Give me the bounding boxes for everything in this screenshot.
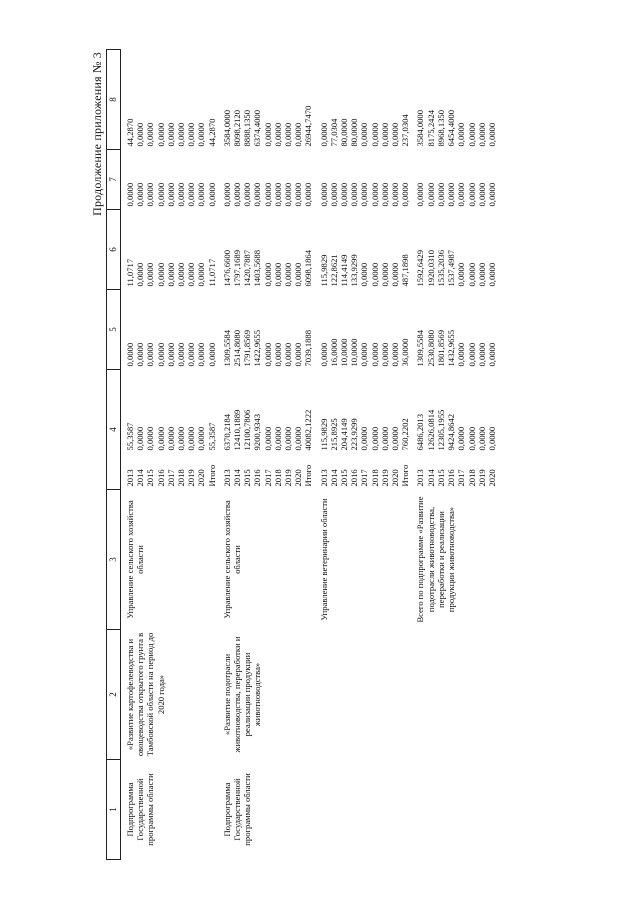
value-cell-v5: 0,0000 16,0000 10,0000 10,0000 0,0000 0,0000 0,0000 0,0000 36,0000: [318, 338, 411, 367]
col-header-1: 1: [107, 760, 121, 860]
program-type-cell: [411, 760, 498, 860]
year-cell: 2013 2014 2015 2016 2017 2018 2019 2020 Итого: [318, 464, 411, 487]
value-cell-v4: 6370,2184 12410,1889 12100,7806 9200,9343 0,0000 0,0000 0,0000 0,0000 40082,1222: [221, 409, 314, 451]
col-header-4: 4: [107, 370, 121, 490]
table-row: [218, 50, 315, 860]
value-cell-v7: 0,0000 0,0000 0,0000 0,0000 0,0000 0,0000 0,0000 0,0000 0,0000: [221, 182, 314, 207]
program-type-cell: [315, 760, 412, 860]
value-cell-v6: 11,0717 0,0000 0,0000 0,0000 0,0000 0,0000 0,0000 0,0000 11,0717: [125, 258, 217, 287]
value-cell-v7: 0,0000 0,0000 0,0000 0,0000 0,0000 0,0000 0,0000 0,0000 0,0000: [125, 182, 217, 207]
value-cell-v8: 3584,0000 8175,2424 8968,1350 6454,4000 0,0000 0,0000 0,0000 0,0000: [415, 109, 497, 147]
value-cell-v8: 0,0000 77,0304 80,0000 80,0000 0,0000 0,0000 0,0000 0,0000 237,0304: [318, 114, 411, 147]
year-cell: 2013 2014 2015 2016 2017 2018 2019 2020: [415, 469, 497, 487]
col-header-3: 3: [107, 490, 121, 630]
table-body: [121, 50, 499, 860]
col-header-6: 6: [107, 210, 121, 290]
subprogram-name-cell: [315, 630, 412, 760]
subprogram-name-cell: [411, 630, 498, 760]
subprogram-name-cell: «Развитие картофелеводства и овощеводства открытого грунта в Тамбовской области на период до 2020 года»: [125, 632, 166, 757]
col-header-2: 2: [107, 630, 121, 760]
table-row: [315, 50, 412, 860]
col-header-7: 7: [107, 150, 121, 210]
appendix-caption: Продолжение приложения № 3: [90, 52, 104, 216]
value-cell-v6: 1476,6600 1797,1689 1420,7887 1403,5688 0,0000 0,0000 0,0000 0,0000 6098,1864: [221, 249, 314, 287]
col-header-5: 5: [107, 290, 121, 370]
executor-cell: Всего по подпрограмме «Развитие подотрасли животноводства, переработки и реализации продукции животноводства»: [415, 496, 457, 623]
executor-cell: Управление сельского хозяйства области: [125, 500, 146, 619]
value-cell-v5: 1309,5584 2514,8080 1791,8569 1422,9655 0,0000 0,0000 0,0000 0,0000 7039,1888: [221, 329, 314, 367]
subprogram-name-cell: «Развитие подотрасли животноводства, переработки и реализации продукции животноводства»: [221, 636, 263, 753]
table-row: [411, 50, 498, 860]
rotated-table-area: [90, 40, 560, 860]
value-cell-v4: 115,9829 215,8925 204,4149 223,9299 0,0000 0,0000 0,0000 0,0000 760,2202: [318, 418, 411, 451]
col-header-8: 8: [107, 50, 121, 150]
value-cell-v6: 1592,6429 1920,0310 1535,2036 1537,4987 0,0000 0,0000 0,0000 0,0000: [415, 249, 497, 287]
value-cell-v6: 115,9829 122,8621 114,4149 133,9299 0,0000 0,0000 0,0000 0,0000 487,1898: [318, 254, 411, 287]
executor-cell: Управление ветеринарии области: [318, 498, 329, 621]
value-cell-v7: 0,0000 0,0000 0,0000 0,0000 0,0000 0,0000 0,0000 0,0000 0,0000: [318, 182, 411, 207]
program-type-cell: Подпрограмма Государственной программы области: [221, 773, 253, 846]
value-cell-v5: 1309,5584 2530,8080 1801,8569 1432,9655 0,0000 0,0000 0,0000 0,0000: [415, 329, 497, 367]
value-cell-v8: 3584,0000 8098,2120 8888,1350 6374,4000 0,0000 0,0000 0,0000 0,0000 26944,7470: [221, 105, 314, 147]
value-cell-v7: 0,0000 0,0000 0,0000 0,0000 0,0000 0,0000 0,0000 0,0000: [415, 182, 497, 207]
table-row: [121, 50, 218, 860]
value-cell-v8: 44,2870 0,0000 0,0000 0,0000 0,0000 0,0000 0,0000 0,0000 44,2870: [125, 118, 217, 147]
value-cell-v4: 6486,2013 12626,0814 12305,1955 9424,8642 0,0000 0,0000 0,0000 0,0000: [415, 409, 497, 451]
executor-cell: Управление сельского хозяйства области: [221, 500, 243, 619]
column-number-row: [107, 50, 121, 860]
year-cell: 2013 2014 2015 2016 2017 2018 2019 2020 Итого: [125, 464, 217, 487]
value-cell-v5: 0,0000 0,0000 0,0000 0,0000 0,0000 0,0000 0,0000 0,0000 0,0000: [125, 342, 217, 367]
year-cell: 2013 2014 2015 2016 2017 2018 2019 2020 Итого: [221, 464, 314, 487]
value-cell-v4: 55,3587 0,0000 0,0000 0,0000 0,0000 0,0000 0,0000 0,0000 55,3587: [125, 422, 217, 451]
budget-table: [106, 49, 498, 860]
program-type-cell: Подпрограмма Государственной программы области: [125, 773, 156, 846]
